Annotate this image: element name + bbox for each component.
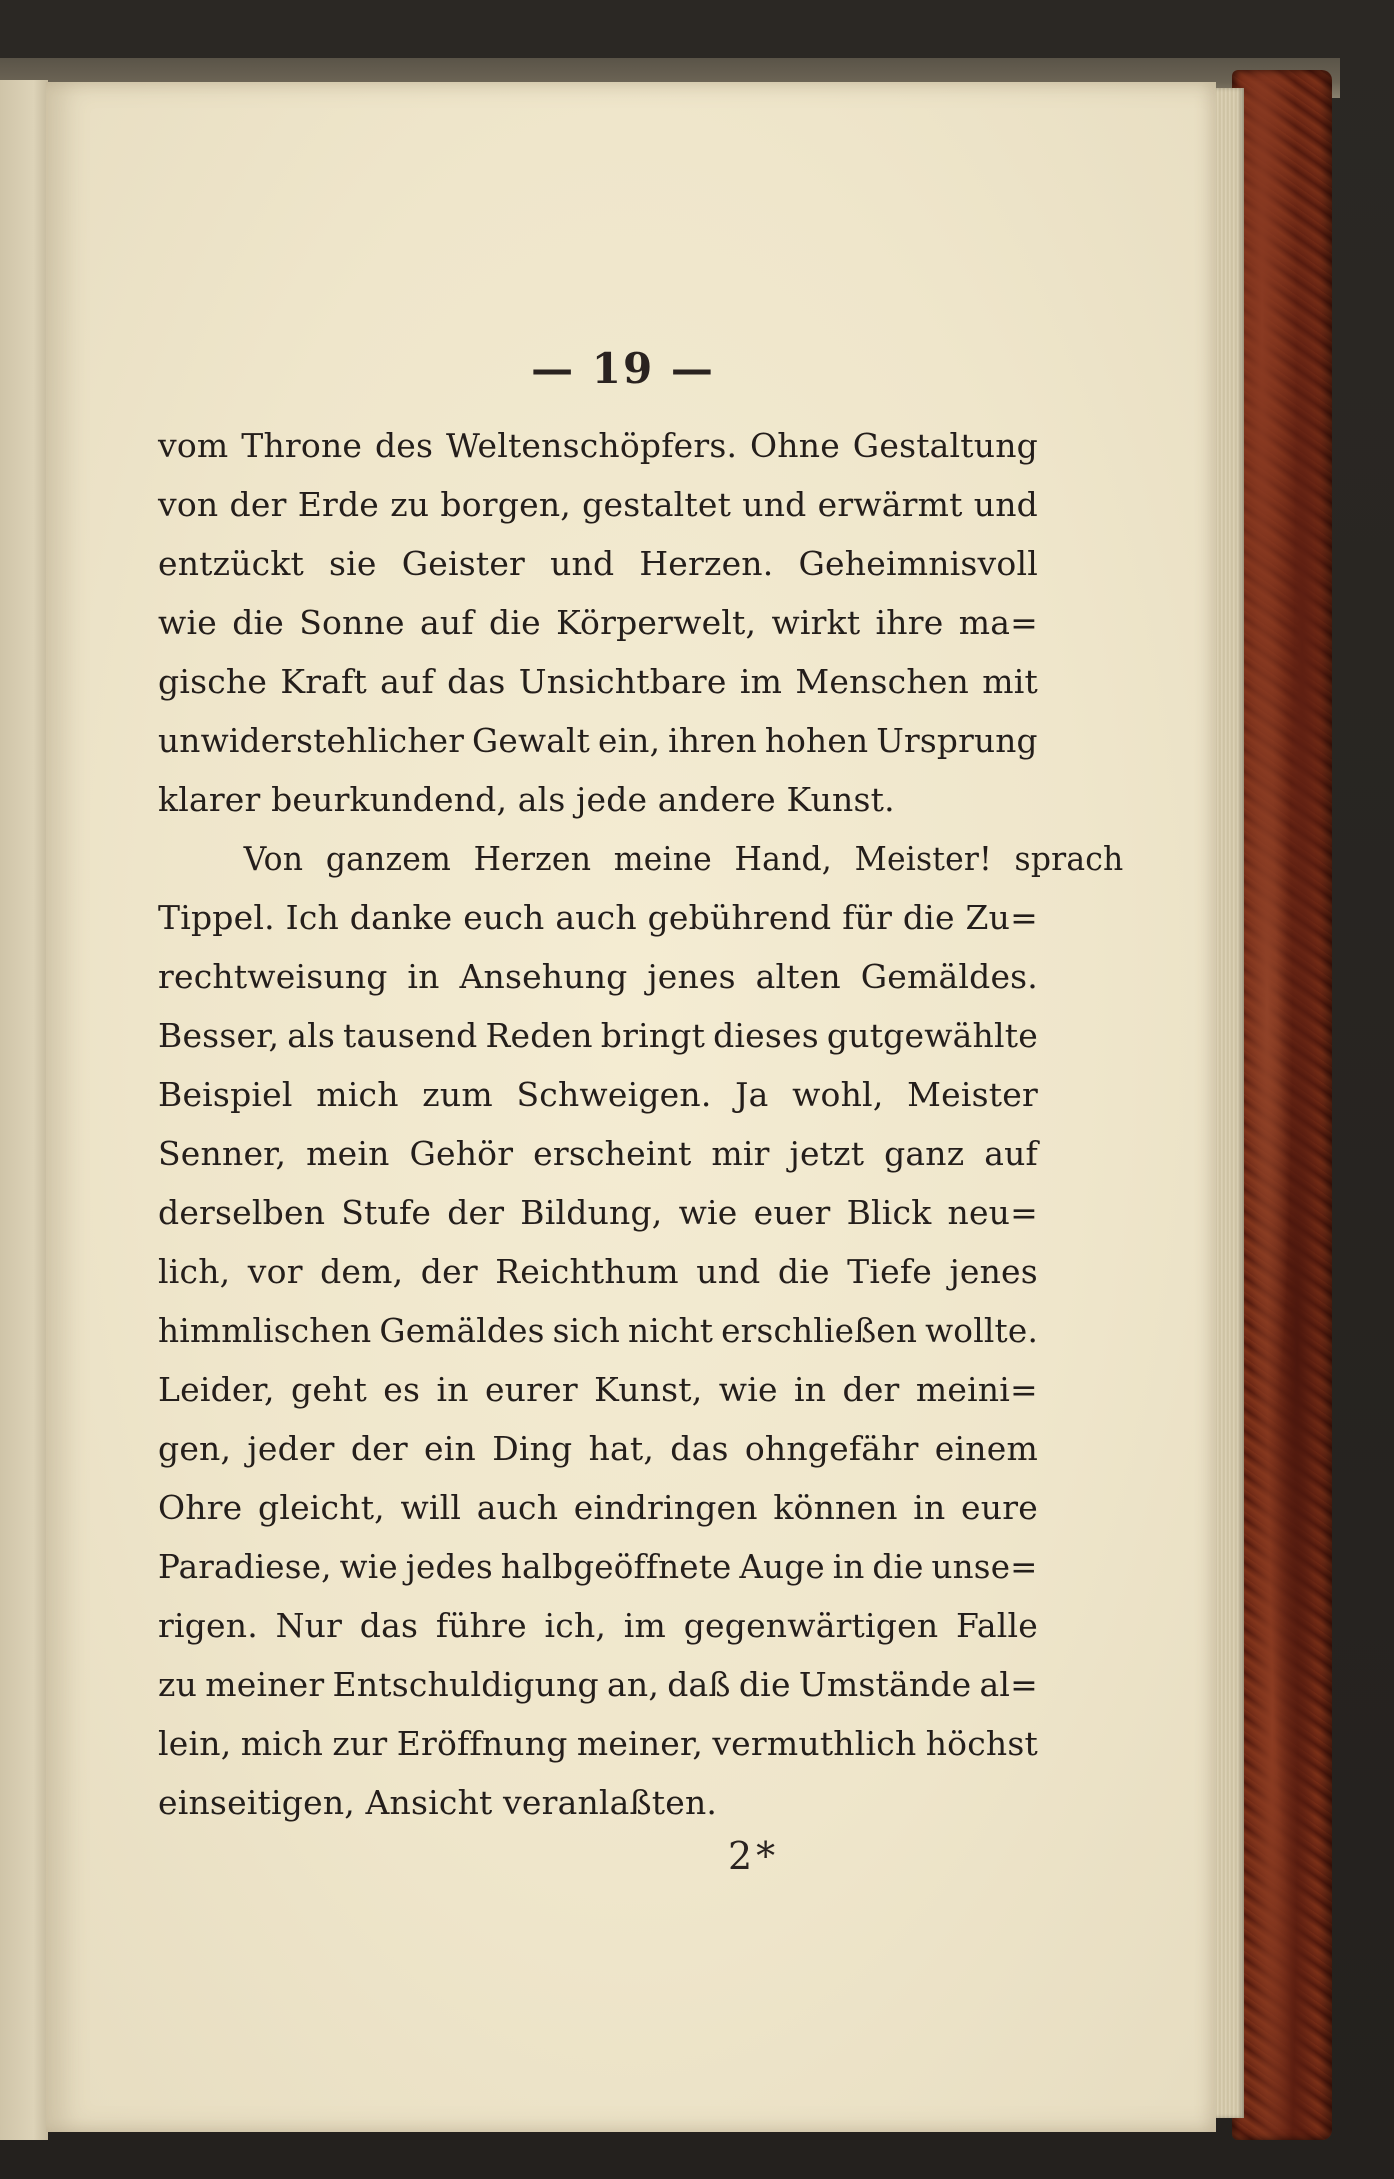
- word: jede: [576, 780, 648, 819]
- body-text: [158, 418, 1124, 1834]
- word: der: [350, 1429, 408, 1468]
- word: ma=: [958, 603, 1038, 642]
- word: zum: [422, 1075, 493, 1114]
- word: jenes: [647, 957, 736, 996]
- text-line: [158, 1539, 1038, 1598]
- word: Besser,: [158, 1016, 280, 1055]
- word: klarer: [158, 780, 261, 819]
- text-line: [158, 772, 1038, 831]
- word: daß: [667, 1665, 731, 1704]
- word: zu: [390, 485, 430, 524]
- word: auch: [476, 1488, 559, 1527]
- text-line: [158, 1008, 1038, 1067]
- word: vermuthlich: [712, 1724, 917, 1763]
- word: Tippel.: [158, 898, 275, 937]
- word: Meister!: [854, 839, 992, 878]
- word: Meister: [907, 1075, 1038, 1114]
- word: jeder: [247, 1429, 335, 1468]
- word: sich: [552, 1311, 621, 1350]
- word: Von: [243, 839, 304, 878]
- word: für: [842, 898, 893, 937]
- word: mit: [982, 662, 1038, 701]
- word: Entschuldigung: [332, 1665, 599, 1704]
- word: Erde: [297, 485, 380, 524]
- word: Falle: [955, 1606, 1038, 1645]
- word: vom: [158, 426, 229, 465]
- word: Körperwelt,: [556, 603, 757, 642]
- word: Reichthum: [495, 1252, 679, 1291]
- word: auf: [420, 603, 474, 642]
- word: mich: [316, 1075, 399, 1114]
- word: hohen: [764, 721, 869, 760]
- word: Blick: [846, 1193, 932, 1232]
- word: der: [842, 1370, 900, 1409]
- text-line: [158, 1126, 1038, 1185]
- word: das: [447, 662, 506, 701]
- word: die: [777, 1252, 830, 1291]
- word: meiner,: [576, 1724, 704, 1763]
- word: Eröffnung: [396, 1724, 568, 1763]
- word: Ohre: [158, 1488, 243, 1527]
- word: ihren: [668, 721, 757, 760]
- word: einseitigen,: [158, 1783, 355, 1822]
- word: alten: [755, 957, 841, 996]
- word: der: [420, 1252, 478, 1291]
- word: meine: [613, 839, 712, 878]
- word: wohl,: [792, 1075, 884, 1114]
- word: Ansehung: [459, 957, 628, 996]
- word: gutgewählte: [826, 1016, 1038, 1055]
- word: Throne: [241, 426, 363, 465]
- word: erscheint: [533, 1134, 692, 1173]
- word: wollte.: [925, 1311, 1039, 1350]
- word: Ich: [285, 898, 339, 937]
- word: wie: [339, 1547, 398, 1586]
- word: im: [739, 662, 783, 701]
- text-line: [158, 890, 1038, 949]
- word: einem: [934, 1429, 1038, 1468]
- word: rechtweisung: [158, 957, 388, 996]
- word: himmlischen: [158, 1311, 372, 1350]
- word: jedes: [405, 1547, 493, 1586]
- word: gleicht,: [258, 1488, 385, 1527]
- word: meini=: [915, 1370, 1038, 1409]
- word: Bildung,: [520, 1193, 663, 1232]
- word: Kraft: [280, 662, 367, 701]
- word: ohngefähr: [744, 1429, 919, 1468]
- word: zu: [158, 1665, 198, 1704]
- word: eure: [961, 1488, 1038, 1527]
- word: geht: [291, 1370, 367, 1409]
- page-number-header: — 19 —: [531, 344, 715, 393]
- text-line: [158, 831, 1123, 890]
- word: ihre: [875, 603, 944, 642]
- word: rigen.: [158, 1606, 258, 1645]
- word: Herzen.: [639, 544, 774, 583]
- word: in: [436, 1370, 469, 1409]
- word: bringt: [600, 1016, 706, 1055]
- word: die: [902, 898, 955, 937]
- word: Geheimnisvoll: [798, 544, 1038, 583]
- word: Ursprung: [876, 721, 1038, 760]
- word: die: [489, 603, 541, 642]
- word: wie: [158, 603, 217, 642]
- word: derselben: [158, 1193, 326, 1232]
- word: tausend: [343, 1016, 478, 1055]
- text-line: [158, 1657, 1038, 1716]
- word: Gestaltung: [852, 426, 1038, 465]
- word: die: [232, 603, 284, 642]
- word: eurer: [484, 1370, 578, 1409]
- word: zur: [332, 1724, 388, 1763]
- word: Geister: [401, 544, 526, 583]
- word: ganz: [884, 1134, 965, 1173]
- word: ein,: [597, 721, 661, 760]
- book-page: [46, 82, 1216, 2132]
- word: ganzem: [325, 839, 451, 878]
- word: beurkundend,: [271, 780, 508, 819]
- word: euch: [463, 898, 545, 937]
- word: Herzen: [473, 839, 592, 878]
- word: in: [913, 1488, 946, 1527]
- word: unwiderstehlicher: [158, 721, 465, 760]
- word: auf: [380, 662, 434, 701]
- word: des: [374, 426, 434, 465]
- text-line: [158, 1067, 1038, 1126]
- word: Gehör: [409, 1134, 514, 1173]
- word: Gemäldes.: [860, 957, 1038, 996]
- word: Gemäldes: [379, 1311, 545, 1350]
- word: in: [407, 957, 440, 996]
- word: der: [447, 1193, 505, 1232]
- word: lein,: [158, 1724, 232, 1763]
- word: al=: [979, 1665, 1038, 1704]
- word: in: [793, 1370, 827, 1409]
- word: entzückt: [158, 544, 305, 583]
- word: und: [742, 485, 807, 524]
- text-line: [158, 1362, 1038, 1421]
- word: halbgeöffnete: [500, 1547, 732, 1586]
- word: dieses: [713, 1016, 819, 1055]
- word: Reden: [485, 1016, 593, 1055]
- word: sprach: [1014, 839, 1124, 878]
- word: auch: [555, 898, 637, 937]
- word: an,: [607, 1665, 660, 1704]
- word: das: [670, 1429, 729, 1468]
- word: in: [832, 1547, 865, 1586]
- word: die: [738, 1665, 791, 1704]
- word: können: [773, 1488, 898, 1527]
- text-line: [158, 477, 1038, 536]
- text-line: [158, 1598, 1038, 1657]
- text-line: [158, 418, 1038, 477]
- word: Beispiel: [158, 1075, 293, 1114]
- word: und: [550, 544, 615, 583]
- marbled-cover-board: [1232, 70, 1332, 2140]
- word: Gewalt: [472, 721, 591, 760]
- word: Kunst,: [594, 1370, 703, 1409]
- word: der: [229, 485, 287, 524]
- word: Zu=: [965, 898, 1038, 937]
- word: Senner,: [158, 1134, 287, 1173]
- text-line: [158, 1303, 1038, 1362]
- word: Menschen: [795, 662, 970, 701]
- word: jenes: [949, 1252, 1038, 1291]
- word: wie: [718, 1370, 778, 1409]
- word: Paradiese,: [158, 1547, 332, 1586]
- word: gebührend: [647, 898, 832, 937]
- text-line: [158, 1716, 1038, 1775]
- word: als: [287, 1016, 335, 1055]
- word: im: [623, 1606, 667, 1645]
- facing-page-edge: [0, 80, 48, 2140]
- word: dem,: [320, 1252, 404, 1291]
- word: ich,: [544, 1606, 607, 1645]
- word: Leider,: [158, 1370, 275, 1409]
- word: borgen,: [440, 485, 571, 524]
- text-line: [158, 1421, 1038, 1480]
- word: ein: [424, 1429, 476, 1468]
- word: Kunst.: [786, 780, 895, 819]
- word: danke: [349, 898, 453, 937]
- signature-mark: 2*: [728, 1834, 780, 1878]
- word: das: [359, 1606, 419, 1645]
- word: gen,: [158, 1429, 232, 1468]
- word: euer: [753, 1193, 831, 1232]
- text-line: [158, 1480, 1038, 1539]
- word: erschließen: [721, 1311, 918, 1350]
- word: als: [517, 780, 566, 819]
- word: wirkt: [771, 603, 861, 642]
- word: wie: [678, 1193, 738, 1232]
- word: Nur: [275, 1606, 343, 1645]
- word: erwärmt: [817, 485, 963, 524]
- word: mir: [711, 1134, 770, 1173]
- word: Tiefe: [847, 1252, 932, 1291]
- text-line: [158, 595, 1038, 654]
- word: unse=: [931, 1547, 1038, 1586]
- word: Hand,: [734, 839, 832, 878]
- word: will: [400, 1488, 462, 1527]
- word: neu=: [947, 1193, 1038, 1232]
- word: und: [973, 485, 1038, 524]
- word: Stufe: [341, 1193, 432, 1232]
- word: Ja: [735, 1075, 769, 1114]
- word: lich,: [158, 1252, 231, 1291]
- word: meiner: [205, 1665, 325, 1704]
- text-line: [158, 949, 1038, 1008]
- word: jetzt: [789, 1134, 865, 1173]
- text-line: [158, 1244, 1038, 1303]
- text-line: [158, 654, 1038, 713]
- word: veranlaßten.: [503, 1783, 718, 1822]
- word: Ohne: [750, 426, 840, 465]
- text-line: [158, 713, 1038, 772]
- word: auf: [984, 1134, 1038, 1173]
- word: mich: [240, 1724, 324, 1763]
- word: nicht: [628, 1311, 714, 1350]
- word: gestaltet: [582, 485, 732, 524]
- word: gische: [158, 662, 268, 701]
- word: höchst: [925, 1724, 1038, 1763]
- word: sie: [329, 544, 377, 583]
- text-line: [158, 536, 1038, 595]
- word: Auge: [739, 1547, 825, 1586]
- word: Weltenschöpfers.: [446, 426, 738, 465]
- word: führe: [435, 1606, 527, 1645]
- text-line: [158, 1775, 1038, 1834]
- word: hat,: [588, 1429, 655, 1468]
- word: Ansicht: [365, 1783, 493, 1822]
- word: Ding: [492, 1429, 573, 1468]
- word: Unsichtbare: [518, 662, 727, 701]
- word: andere: [657, 780, 776, 819]
- word: vor: [247, 1252, 303, 1291]
- word: Schweigen.: [516, 1075, 712, 1114]
- text-line: [158, 1185, 1038, 1244]
- word: Sonne: [299, 603, 405, 642]
- word: und: [696, 1252, 761, 1291]
- word: es: [383, 1370, 421, 1409]
- word: die: [872, 1547, 924, 1586]
- word: Umstände: [798, 1665, 972, 1704]
- word: von: [158, 485, 219, 524]
- word: gegenwärtigen: [683, 1606, 939, 1645]
- word: mein: [306, 1134, 390, 1173]
- word: eindringen: [573, 1488, 758, 1527]
